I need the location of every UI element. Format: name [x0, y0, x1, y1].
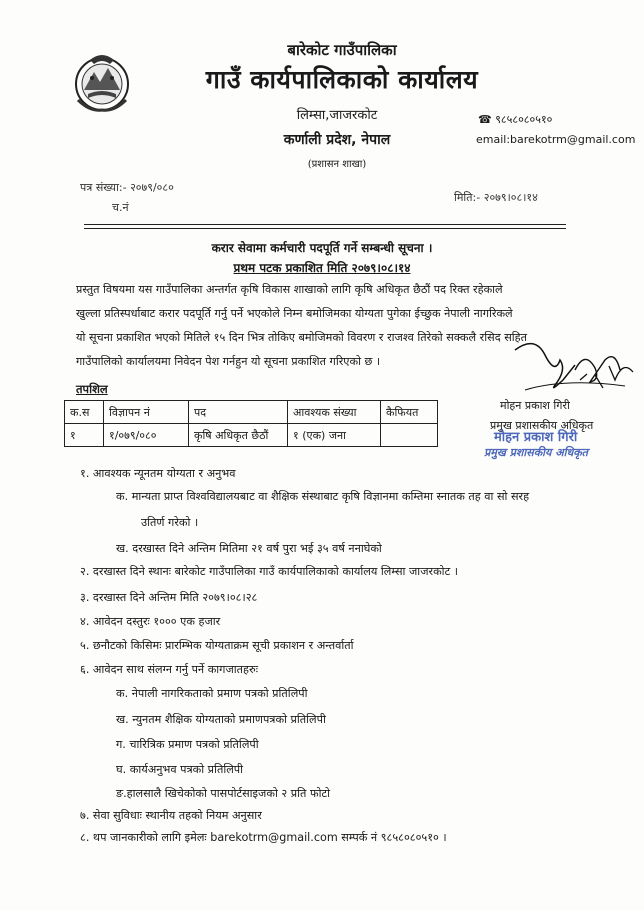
qualification-title: १. आवश्यक न्यूनतम योग्यता र अनुभव	[80, 467, 236, 480]
official-stamp	[484, 427, 602, 463]
documents-title: ६. आवेदन साथ संलग्न गर्नु पर्ने कागजातहरुः	[80, 663, 258, 676]
header-divider-2	[84, 228, 566, 229]
qualification-a-line1: क. मान्यता प्राप्त विश्वविद्यालयबाट वा शैक्षिक संस्थाबाट कृषि विज्ञानमा कम्तिमा स्नातक तह वा सो सरह	[116, 490, 530, 503]
branch-name: (प्रशासन शाखा)	[307, 159, 367, 170]
document-item: घ. कार्यअनुभव पत्रको प्रतिलिपी	[116, 763, 244, 776]
contact-info: ८. थप जानकारीको लागि इमेलः barekotrm@gmail.com सम्पर्क नं ९८५८०८०५१० ।	[80, 831, 447, 844]
body-line: प्रस्तुत विषयमा यस गाउँपालिका अन्तर्गत कृषि विकास शाखाको लागि कृषि अधिकृत छैठौं पद रिक्त रहेकाले	[76, 283, 503, 296]
col-header-sn: क.स	[65, 401, 104, 424]
body-line: गाउँपालिको कार्यालयमा निवेदन पेश गर्नहुन यो सूचना प्रकाशित गरिएको छ ।	[76, 355, 381, 368]
document-item: क. नेपाली नागरिकताको प्रमाण पत्रको प्रतिलिपी	[116, 687, 308, 700]
col-header-ad-no: विज्ञापन नं	[104, 401, 189, 424]
office-address: लिम्सा,जाजरकोट	[296, 108, 378, 123]
phone-number: ☎ ९८५८०८०५१०	[478, 113, 553, 126]
application-fee: ४. आवेदन दस्तुरः १००० एक हजार	[80, 615, 221, 628]
dispatch-number: च.नं	[112, 201, 129, 214]
signatory-name: मोहन प्रकाश गिरी	[500, 399, 570, 412]
signature-scrawl	[505, 330, 640, 400]
reference-number: पत्र संख्या:- २०७९/०८०	[80, 181, 174, 194]
col-header-count: आवश्यक संख्या	[288, 401, 381, 424]
document-item: ग. चारित्रिक प्रमाण पत्रको प्रतिलिपी	[116, 738, 259, 751]
stamp-name: मोहन प्रकाश गिरी	[494, 430, 578, 445]
vacancy-table	[64, 400, 438, 447]
table-row	[65, 424, 438, 447]
cell-count: १ (एक) जना	[288, 424, 381, 447]
notice-title: करार सेवामा कर्मचारी पदपूर्ति गर्ने सम्बन्धी सूचना ।	[211, 241, 433, 255]
body-line: खुल्ला प्रतिस्पर्धाबाट करार पदपूर्ति गर्नु पर्ने भएकोले निम्न बमोजिमका योग्यता पुगेका ईच्छुक नेपाली नागरिकले	[76, 307, 513, 320]
stamp-post: प्रमुख प्रशासकीय अधिकृत	[484, 446, 588, 459]
qualification-a-line2: उतिर्ण गरेको ।	[141, 516, 199, 529]
table-header-row	[65, 401, 438, 424]
office-title: गाउँ कार्यपालिकाको कार्यालय	[205, 65, 479, 94]
qualification-b: ख. दरखास्त दिने अन्तिम मितिमा २१ वर्ष पुरा भई ३५ वर्ष ननाघेको	[116, 542, 382, 555]
application-place: २. दरखास्त दिने स्थानः बारेकोट गाउँपालिका गाउँ कार्यपालिकाको कार्यालय लिम्सा जाजरकोट ।	[80, 565, 459, 578]
col-header-post: पद	[189, 401, 288, 424]
email-address: email:barekotrm@gmail.com	[476, 133, 636, 146]
municipality-name: बारेकोट गाउँपालिका	[287, 41, 397, 59]
cell-post: कृषि अधिकृत छैठौं	[189, 424, 288, 447]
letter-date: मिति:- २०७९।०८।१४	[454, 191, 538, 204]
province-name: कर्णाली प्रदेश, नेपाल	[283, 132, 391, 148]
selection-method: ५. छनौटको किसिमः प्रारम्भिक योग्यताक्रम सूची प्रकाशन र अन्तर्वार्ता	[80, 639, 354, 652]
signatory-post: प्रमुख प्रशासकीय अधिकृत	[490, 419, 594, 432]
body-line: यो सूचना प्रकाशित भएको मितिले १५ दिन भित्र तोकिए बमोजिमको विवरण र राजश्व तिरेको सक्कलै रसिद सहित	[76, 331, 527, 344]
header-divider	[84, 224, 566, 225]
table-caption: तपशिल	[76, 382, 108, 396]
cell-ad-no: १/०७९/०८०	[104, 424, 189, 447]
document-item: ख. न्युनतम शैक्षिक योग्यताको प्रमाणपत्रको प्रतिलिपी	[116, 713, 326, 726]
document-item: ङ.हालसालै खिचेकोको पासपोर्टसाइजको २ प्रति फोटो	[116, 787, 331, 800]
cell-sn: १	[65, 424, 104, 447]
deadline: ३. दरखास्त दिने अन्तिम मिति २०७९।०८।२८	[80, 591, 258, 604]
col-header-remarks: कैफियत	[381, 401, 438, 424]
service-facility: ७. सेवा सुविधाः स्थानीय तहको नियम अनुसार	[80, 809, 262, 822]
cell-remarks	[381, 424, 438, 447]
publication-date: प्रथम पटक प्रकाशित मिति २०७९।०८।१४	[233, 261, 411, 275]
